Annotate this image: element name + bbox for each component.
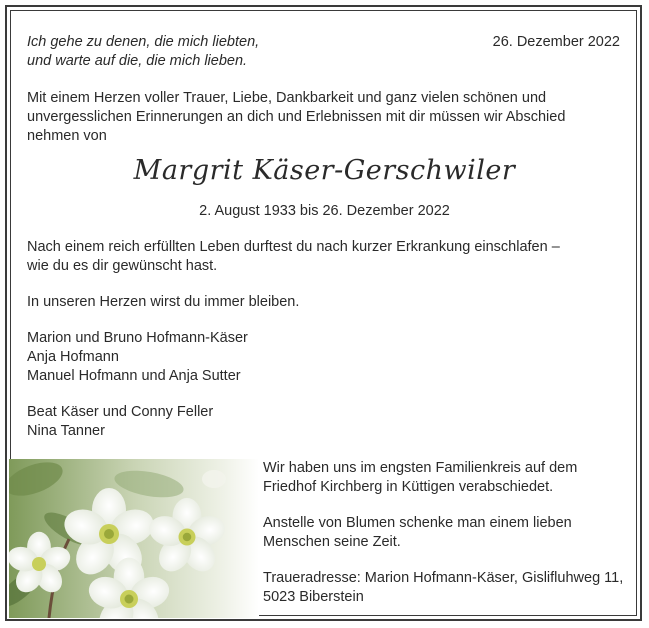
message-line-2: wie du es dir gewünscht hast.: [27, 258, 218, 274]
address-line-2: 5023 Biberstein: [263, 589, 364, 605]
deceased-name: Margrit Käser-Gerschwiler: [133, 155, 516, 186]
farewell-line-2: Friedhof Kirchberg in Küttigen verabschiedet.: [263, 479, 554, 495]
notice-date: 26. Dezember 2022: [492, 34, 620, 50]
closing-line: In unseren Herzen wirst du immer bleiben.: [27, 294, 300, 310]
mourner-name: Beat Käser und Conny Feller: [27, 404, 214, 420]
intro-line-3: nehmen von: [27, 128, 107, 144]
message-line-1: Nach einem reich erfüllten Leben durftest du nach kurzer Erkrankung einschlafen –: [27, 239, 560, 255]
mourner-name: Marion und Bruno Hofmann-Käser: [27, 330, 248, 346]
mourner-name: Anja Hofmann: [27, 349, 119, 365]
flowers-note-line-2: Menschen seine Zeit.: [263, 534, 401, 550]
mourner-name: Nina Tanner: [27, 423, 105, 439]
address-line-1: Traueradresse: Marion Hofmann-Käser, Gislifluhweg 11,: [263, 570, 624, 586]
mourner-name: Manuel Hofmann und Anja Sutter: [27, 368, 241, 384]
flower-illustration: [9, 459, 259, 618]
quote-line-1: Ich gehe zu denen, die mich liebten,: [27, 34, 260, 50]
farewell-line-1: Wir haben uns im engsten Familienkreis auf dem: [263, 460, 578, 476]
hellebore-flowers-image: [9, 459, 259, 618]
intro-line-1: Mit einem Herzen voller Trauer, Liebe, Dankbarkeit und ganz vielen schönen und: [27, 90, 547, 106]
intro-line-2: unvergesslichen Erinnerungen an dich und Erlebnissen mit dir müssen wir Abschied: [27, 109, 566, 125]
flowers-note-line-1: Anstelle von Blumen schenke man einem lieben: [263, 515, 572, 531]
life-dates: 2. August 1933 bis 26. Dezember 2022: [199, 203, 450, 219]
quote-line-2: und warte auf die, die mich lieben.: [27, 53, 248, 69]
